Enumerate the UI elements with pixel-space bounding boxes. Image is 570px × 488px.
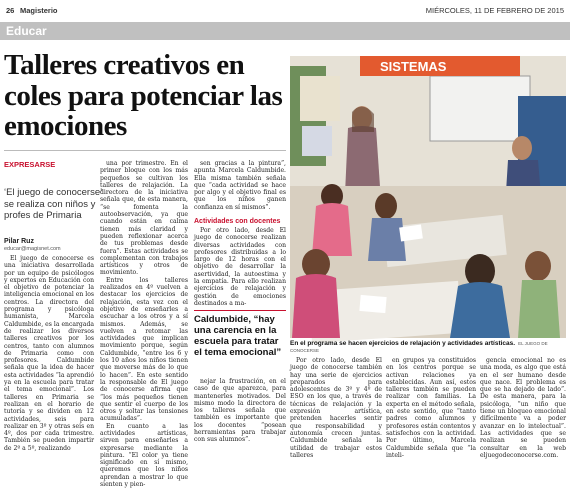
caption-text: En el programa se hacen ejercicios de relajación y actividades artísticas. xyxy=(290,340,516,347)
deck: ‘El juego de conocerse’ se realiza con niños y profes de Primaria xyxy=(4,187,102,221)
article-column-2 xyxy=(100,160,188,488)
page-header xyxy=(6,6,564,18)
byline: Pilar Ruz xyxy=(4,238,34,245)
kicker: EXPRESARSE xyxy=(4,160,56,169)
article-column-3 xyxy=(194,160,286,211)
paragraph: Entre los talleres realizados en 4º vuelven a destacar los ejercicios de relajación, esta vez con el objetivo de enseñarles a escuchar a los otros y a sí mismos. Además, se vuelven a retomar las actividades que implican movimiento porque, según Caldumbide, “entre los 6 y los 10 años los niños tienen que moverse más de lo que lo hacen”. En este sentido la responsable de El juego de conocerse afirma que “los más pequeños tienen que sentir el cuerpo de los otros y soltar las tensiones acumuladas”. xyxy=(100,276,188,423)
issue-date: MIÉRCOLES, 11 DE FEBRERO DE 2015 xyxy=(425,6,564,15)
article-column-3b xyxy=(194,227,286,307)
section-bar xyxy=(0,22,570,40)
section-title: Educar xyxy=(6,24,47,38)
byline-email: educar@magisnet.com xyxy=(4,246,61,252)
photo-caption xyxy=(290,340,566,354)
classroom-photo xyxy=(290,56,566,338)
paragraph: Por otro lado, desde El juego de conocerse realizan diversas actividades con profesores distribuidas a lo largo de 12 horas con el objetivo de desarrollar la asertividad, la autoestima y la empatía. Para ello realizan ejercicios de relajación y gestión de emociones destinados a ma- xyxy=(194,227,286,307)
subheading: Actividades con docentes xyxy=(194,218,281,225)
publication-name: Magisterio xyxy=(20,6,58,15)
pull-quote: Caldumbide, “hay una carencia en la escuela para tratar el tema emocional” xyxy=(194,310,286,358)
article-column-5 xyxy=(386,357,476,459)
photo-illustration xyxy=(290,56,566,338)
article-column-6 xyxy=(480,357,566,459)
paragraph: El juego de conocerse es una iniciativa desarrollada por un equipo de psicólogos y expertos en Educación con el objetivo de potenciar la inteligencia emocional en los centros. La directora del programa y psicóloga humanista, Marcela Caldumbide, es la encargada de realizar los diversos talleres creativos por los centros, tanto con alumnos de Primaria como con profesores. Caldumbide señala que la idea de hacer esta actividades “la aprendió ya en la escuela para tratar el tema emocional”. Los talleres en Primaria se realizan en el horario de tutoría y se dividen en 12 actividades, seis para realizar en 3º y otras seis en 4º, dos por cada trimestre. También se pueden impartir de 2º a 5º, realizando xyxy=(4,255,94,452)
article-column-3c xyxy=(194,378,286,444)
paragraph: Por otro lado, desde El juego de conocerse también hay una serie de ejercicios preparados para adolescentes de 3º y 4º de ESO en los que, a través de técnicas de relajación y la expresión artística, pretenden hacerles sentir que responsabilidad y autonomía crecen juntas. Caldumbide señala la utilidad de trabajar estos talleres xyxy=(290,357,382,459)
photo-credit: EL JUEGO DE CONOCERSE xyxy=(290,341,548,353)
article-column-1 xyxy=(4,255,94,452)
paragraph: nejar la frustración, en el caso de que aparezca, para mantenerles motivados. Del mismo modo la directora de los talleres señala que también es importante que los docentes “posean herramientas para trabajar con sus alumnos”. xyxy=(194,378,286,444)
paragraph: En cuanto a las actividades artísticas, sirven para enseñarles a expresarse mediante la pintura. “El color ya tiene significado en sí mismo, queremos que los niños aprendan a mostrar lo que sienten y pien- xyxy=(100,422,188,488)
paragraph: sen gracias a la pintura”, apunta Marcela Caldumbide. Ella misma también señala que “cada actividad se hace por algo y el objetivo final es que los niños ganen confianza en sí mismos”. xyxy=(194,160,286,211)
paragraph: en grupos ya constituidos en los centros porque se activan relaciones ya establecidas. Aun así, estos talleres también se pueden realizar con familias. La experta en el método señala, en este sentido, que “tanto padres como alumnos y profesores están contentos y satisfechos con la actividad. Por último, Marcela Caldumbide señala que “la inteli- xyxy=(386,357,476,459)
divider xyxy=(4,150,286,151)
article-column-4 xyxy=(290,357,382,459)
paragraph: gencia emocional no es una moda, es algo que está en el ser humano desde que nace. El problema es que se ha dejado de lado”. De esta manera, para la psicóloga, “un niño que tiene un bloqueo emocional difícilmente va a poder avanzar en lo intelectual”. Las actividades que se realizan se pueden consultar en la web eljuegodeconocerse.com. xyxy=(480,357,566,459)
page-number: 26 xyxy=(6,6,15,15)
headline: Talleres creativos en coles para potenciar las emociones xyxy=(4,49,283,142)
classroom-banner: SISTEMAS xyxy=(380,59,447,74)
paragraph: una por trimestre. En el primer bloque con los más pequeños se cultivan los talleres de relajación. La directora de la iniciativa señala que, de esta manera, “se fomenta la autoobservación, ya que cuando están en calma tienen más claridad y pueden reflexionar acerca de tus problemas desde fuera”. Estas actividades se complementan con trabajos artísticos y otros de movimiento. xyxy=(100,160,188,277)
